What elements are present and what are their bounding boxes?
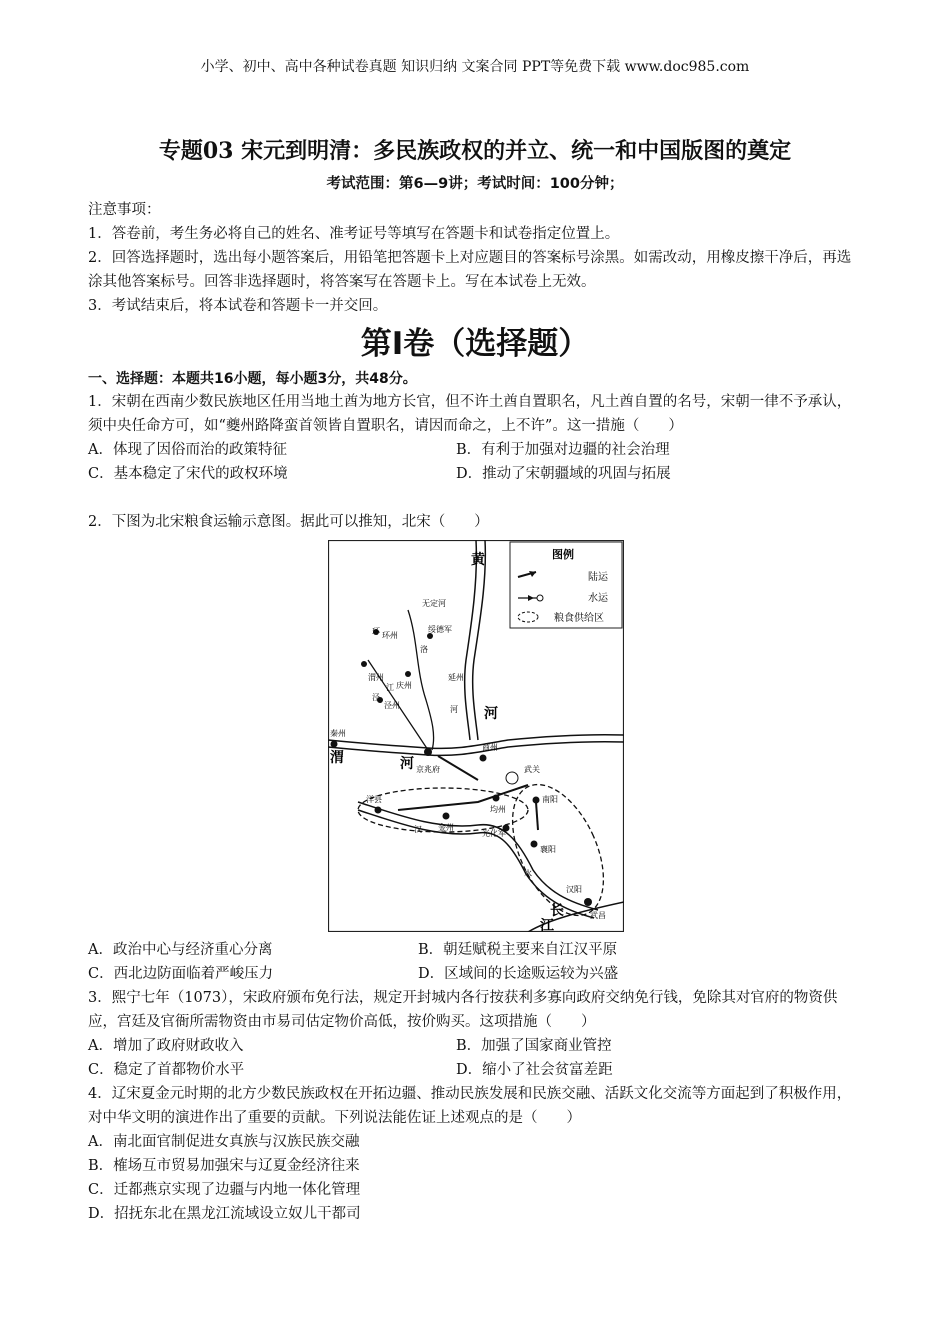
option-a: A．政治中心与经济重心分离: [88, 942, 273, 958]
option-b: B．朝廷赋税主要来自江汉平原: [418, 942, 618, 958]
option-c: C．稳定了首都物价水平: [88, 1062, 245, 1078]
label-place: 光化军: [482, 829, 506, 838]
option-b: B．加强了国家商业管控: [456, 1038, 612, 1054]
page-header: 小学、初中、高中各种试卷真题 知识归纳 文案合同 PPT等免费下载 www.doc985.com: [200, 59, 750, 75]
label-wei: 渭: [330, 750, 344, 766]
question-stem: 3．熙宁七年（1073），宋政府颁布免行法，规定开封城内各行按获利多寡向政府交纳免行钱，免除其对官府的物资供应，宫廷及官衙所需物资由市易司估定物价高低，按价购买。这项措施（ ）: [88, 990, 838, 1030]
label-place: 泾州: [384, 701, 400, 710]
label-place: 环州: [382, 631, 398, 640]
label-place: 环: [372, 627, 380, 636]
option-d: D．区域间的长途贩运较为兴盛: [418, 966, 619, 982]
option-a: A．增加了政府财政收入: [88, 1038, 244, 1054]
label-place: 渭州: [368, 673, 384, 682]
option-b: B．榷场互市贸易加强宋与辽夏金经济往来: [88, 1158, 360, 1174]
legend-land: 陆运: [588, 572, 608, 583]
city-yangxian: [375, 807, 382, 814]
label-place: 水: [524, 869, 532, 878]
question-stem: 2．下图为北宋粮食运输示意图。据此可以推知，北宋（ ）: [88, 514, 489, 530]
city-weizhou: [361, 661, 367, 667]
label-place: 洛: [420, 645, 428, 654]
option-d: D．缩小了社会贫富差距: [456, 1062, 613, 1078]
legend-title: 图例: [552, 548, 574, 561]
note-item: 2．回答选择题时，选出每小题答案后，用铅笔把答题卡上对应题目的答案标号涂黑。如需改动，用橡皮擦干净后，再选涂其他答案标号。回答非选择题时，将答案写在答题卡上。写在本试卷上无效。: [88, 250, 852, 290]
city-xiangyang: [531, 841, 538, 848]
label-place: 南阳: [542, 795, 558, 804]
note-item: 1．答卷前，考生务必将自己的姓名、准考证号等填写在答题卡和试卷指定位置上。: [88, 226, 620, 242]
question-stem: 1．宋朝在西南少数民族地区任用当地土酋为地方长官，但不许土酋自置职名，凡土酋自置的名号，宋朝一律不予承认，须中央任命方可，如“夔州路降蛮首领皆自置职名，请因而命之，上不许”。这一措施（ ）: [88, 394, 852, 434]
city-yanzhou: [405, 671, 411, 677]
label-place: 襄阳: [540, 845, 556, 854]
city-shangzhou: [480, 755, 487, 762]
label-chang: 长: [550, 903, 564, 919]
legend-supply: 粮食供给区: [554, 613, 604, 624]
question-3: [88, 986, 863, 1082]
question-2: [88, 510, 863, 534]
label-place: 商州: [482, 743, 498, 752]
city-qinzhou: [331, 741, 338, 748]
label-place: 均州: [490, 805, 506, 814]
label-place: 秦州: [330, 729, 346, 738]
label-place: 泾: [372, 693, 380, 702]
label-place: 延州: [448, 673, 464, 682]
city-wuguan: [506, 772, 518, 784]
page-title: 专题03 宋元到明清：多民族政权的并立、统一和中国版图的奠定: [158, 138, 792, 164]
option-c: C．西北边防面临着严峻压力: [88, 966, 274, 982]
label-jiang: 江: [540, 918, 554, 932]
section-title: 一、选择题：本题共16小题，每小题3分，共48分。: [88, 371, 417, 387]
city-junzhou: [493, 795, 500, 802]
option-d: D．推动了宋朝疆域的巩固与拓展: [456, 466, 671, 482]
label-place: 江: [386, 683, 394, 692]
option-a: A．南北面官制促进女真族与汉族民族交融: [88, 1134, 360, 1150]
exam-scope: 考试范围：第6—9讲；考试时间：100分钟；: [326, 176, 624, 192]
label-place: 河: [450, 705, 458, 714]
part-title: 第Ⅰ卷（选择题）: [360, 326, 590, 362]
label-place: 汉阳: [566, 885, 582, 894]
notes: [88, 198, 863, 318]
label-place: 庆州: [396, 681, 412, 690]
question-2-options: [88, 938, 863, 986]
note-item: 3．考试结束后，将本试卷和答题卡一并交回。: [88, 298, 388, 314]
city-wuchang: [584, 898, 592, 906]
question-4: [88, 1082, 863, 1226]
label-he: 河: [484, 706, 498, 722]
legend-water: 水运: [588, 593, 608, 604]
label-huang: 黄: [471, 552, 485, 568]
question-1: [88, 390, 863, 486]
label-place: 洋县: [366, 795, 382, 804]
option-d: D．招抚东北在黑龙江流域设立奴儿干都司: [88, 1206, 361, 1222]
grain-transport-map: [328, 540, 624, 932]
label-place: 无定河: [422, 599, 446, 608]
option-c: C．迁都燕京实现了边疆与内地一体化管理: [88, 1182, 361, 1198]
notes-heading: 注意事项：: [88, 202, 161, 218]
label-place: 绥德军: [428, 625, 452, 634]
label-place: 武昌: [590, 911, 606, 920]
label-wei-he: 河: [400, 756, 414, 772]
city-nanyang: [533, 797, 540, 804]
option-c: C．基本稳定了宋代的政权环境: [88, 466, 288, 482]
label-place: 汉: [414, 825, 422, 834]
option-a: A．体现了因俗而治的政策特征: [88, 442, 287, 458]
label-place: 京兆府: [416, 765, 440, 774]
question-stem: 4．辽宋夏金元时期的北方少数民族政权在开拓边疆、推动民族发展和民族交融、活跃文化交流等方面起到了积极作用，对中华文明的演进作出了重要的贡献。下列说法能佐证上述观点的是（ ）: [88, 1086, 852, 1126]
label-place: 金州: [438, 823, 454, 832]
option-b: B．有利于加强对边疆的社会治理: [456, 442, 670, 458]
label-place: 武关: [524, 765, 540, 774]
city-jingzhaofu: [424, 748, 432, 756]
city-jinzhou: [443, 813, 450, 820]
